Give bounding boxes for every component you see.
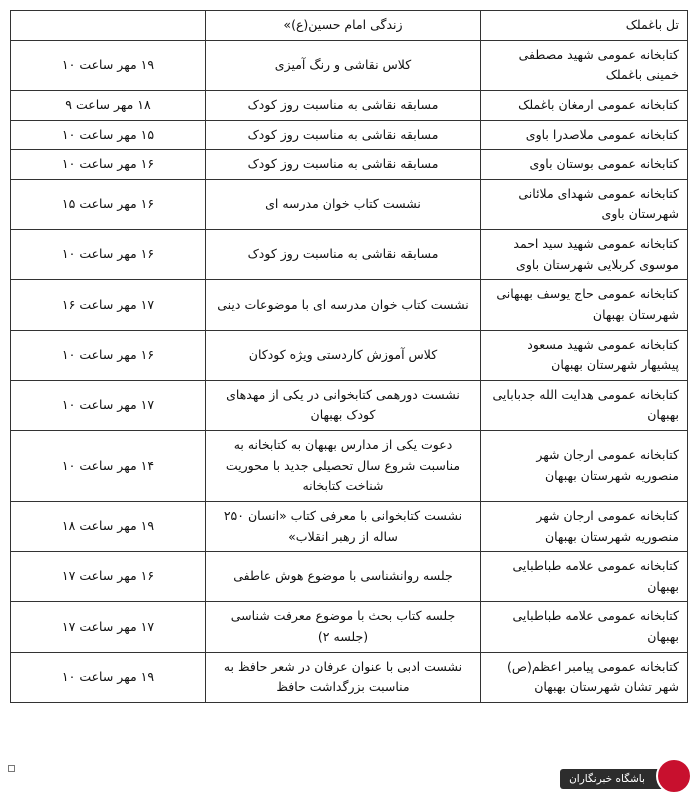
- cell-library: کتابخانه عمومی شهید مسعود پیشیهار شهرستان بهبهان: [481, 330, 688, 380]
- table-row: [11, 602, 688, 652]
- cell-program: نشست ادبی با عنوان عرفان در شعر حافظ به مناسبت بزرگداشت حافظ: [206, 652, 481, 702]
- cell-date: ۱۹ مهر ساعت ۱۰: [11, 40, 206, 90]
- cell-date: ۱۶ مهر ساعت ۱۰: [11, 150, 206, 180]
- cell-date: ۱۶ مهر ساعت ۱۰: [11, 330, 206, 380]
- cell-library: کتابخانه عمومی هدایت الله جدبابایی بهبهان: [481, 380, 688, 430]
- watermark-text: باشگاه خبرنگاران: [560, 769, 672, 789]
- header-library: تل باغملک: [481, 11, 688, 41]
- cell-program: نشست کتابخوانی با معرفی کتاب «انسان ۲۵۰ ساله از رهبر انقلاب»: [206, 501, 481, 551]
- cell-date: ۱۶ مهر ساعت ۱۵: [11, 179, 206, 229]
- table-row: [11, 230, 688, 280]
- program-table: [10, 10, 688, 703]
- table-row: [11, 380, 688, 430]
- watermark-logo-icon: [656, 758, 692, 794]
- cell-library: کتابخانه عمومی پیامبر اعظم(ص) شهر تشان شهرستان بهبهان: [481, 652, 688, 702]
- cell-library: کتابخانه عمومی شهید مصطفی خمینی باغملک: [481, 40, 688, 90]
- table-row: [11, 552, 688, 602]
- cell-date: ۱۹ مهر ساعت ۱۰: [11, 652, 206, 702]
- table-row: [11, 120, 688, 150]
- cell-date: ۱۷ مهر ساعت ۱۰: [11, 380, 206, 430]
- cell-program: نشست کتاب خوان مدرسه ای با موضوعات دینی: [206, 280, 481, 330]
- header-program: زندگی امام حسین(ع)»: [206, 11, 481, 41]
- cell-program: دعوت یکی از مدارس بهبهان به کتابخانه به مناسبت شروع سال تحصیلی جدید با محوریت شناخت کتابخانه: [206, 431, 481, 502]
- empty-paragraph-marker: [8, 765, 15, 772]
- table-row: [11, 150, 688, 180]
- header-date: [11, 11, 206, 41]
- cell-library: کتابخانه عمومی علامه طباطبایی بهبهان: [481, 552, 688, 602]
- cell-library: کتابخانه عمومی حاج یوسف بهبهانی شهرستان بهبهان: [481, 280, 688, 330]
- cell-date: ۱۸ مهر ساعت ۹: [11, 90, 206, 120]
- table-row: [11, 179, 688, 229]
- cell-date: ۱۷ مهر ساعت ۱۶: [11, 280, 206, 330]
- cell-library: کتابخانه عمومی بوستان باوی: [481, 150, 688, 180]
- cell-date: ۱۵ مهر ساعت ۱۰: [11, 120, 206, 150]
- cell-program: نشست دورهمی کتابخوانی در یکی از مهدهای کودک بهبهان: [206, 380, 481, 430]
- table-row: [11, 280, 688, 330]
- cell-program: مسابقه نقاشی به مناسبت روز کودک: [206, 150, 481, 180]
- table-header-row: [11, 11, 688, 41]
- cell-library: کتابخانه عمومی شهدای ملائانی شهرستان باوی: [481, 179, 688, 229]
- cell-date: ۱۷ مهر ساعت ۱۷: [11, 602, 206, 652]
- cell-program: جلسه روانشناسی با موضوع هوش عاطفی: [206, 552, 481, 602]
- table-row: [11, 330, 688, 380]
- table-row: [11, 652, 688, 702]
- cell-date: ۱۹ مهر ساعت ۱۸: [11, 501, 206, 551]
- cell-library: کتابخانه عمومی ارجان شهر منصوریه شهرستان بهبهان: [481, 501, 688, 551]
- table-row: [11, 90, 688, 120]
- cell-program: مسابقه نقاشی به مناسبت روز کودک: [206, 230, 481, 280]
- cell-program: کلاس نقاشی و رنگ آمیزی: [206, 40, 481, 90]
- cell-library: کتابخانه عمومی ملاصدرا باوی: [481, 120, 688, 150]
- cell-date: ۱۶ مهر ساعت ۱۰: [11, 230, 206, 280]
- cell-program: نشست کتاب خوان مدرسه ای: [206, 179, 481, 229]
- cell-library: کتابخانه عمومی ارجان شهر منصوریه شهرستان بهبهان: [481, 431, 688, 502]
- table-row: [11, 431, 688, 502]
- cell-program: جلسه کتاب بحث با موضوع معرفت شناسی (جلسه ۲): [206, 602, 481, 652]
- watermark: [554, 758, 692, 794]
- cell-date: ۱۶ مهر ساعت ۱۷: [11, 552, 206, 602]
- cell-program: کلاس آموزش کاردستی ویژه کودکان: [206, 330, 481, 380]
- cell-date: ۱۴ مهر ساعت ۱۰: [11, 431, 206, 502]
- cell-program: مسابقه نقاشی به مناسبت روز کودک: [206, 120, 481, 150]
- table-row: [11, 40, 688, 90]
- cell-program: مسابقه نقاشی به مناسبت روز کودک: [206, 90, 481, 120]
- cell-library: کتابخانه عمومی ارمغان باغملک: [481, 90, 688, 120]
- cell-library: کتابخانه عمومی شهید سید احمد موسوی کربلایی شهرستان باوی: [481, 230, 688, 280]
- cell-library: کتابخانه عمومی علامه طباطبایی بهبهان: [481, 602, 688, 652]
- table-row: [11, 501, 688, 551]
